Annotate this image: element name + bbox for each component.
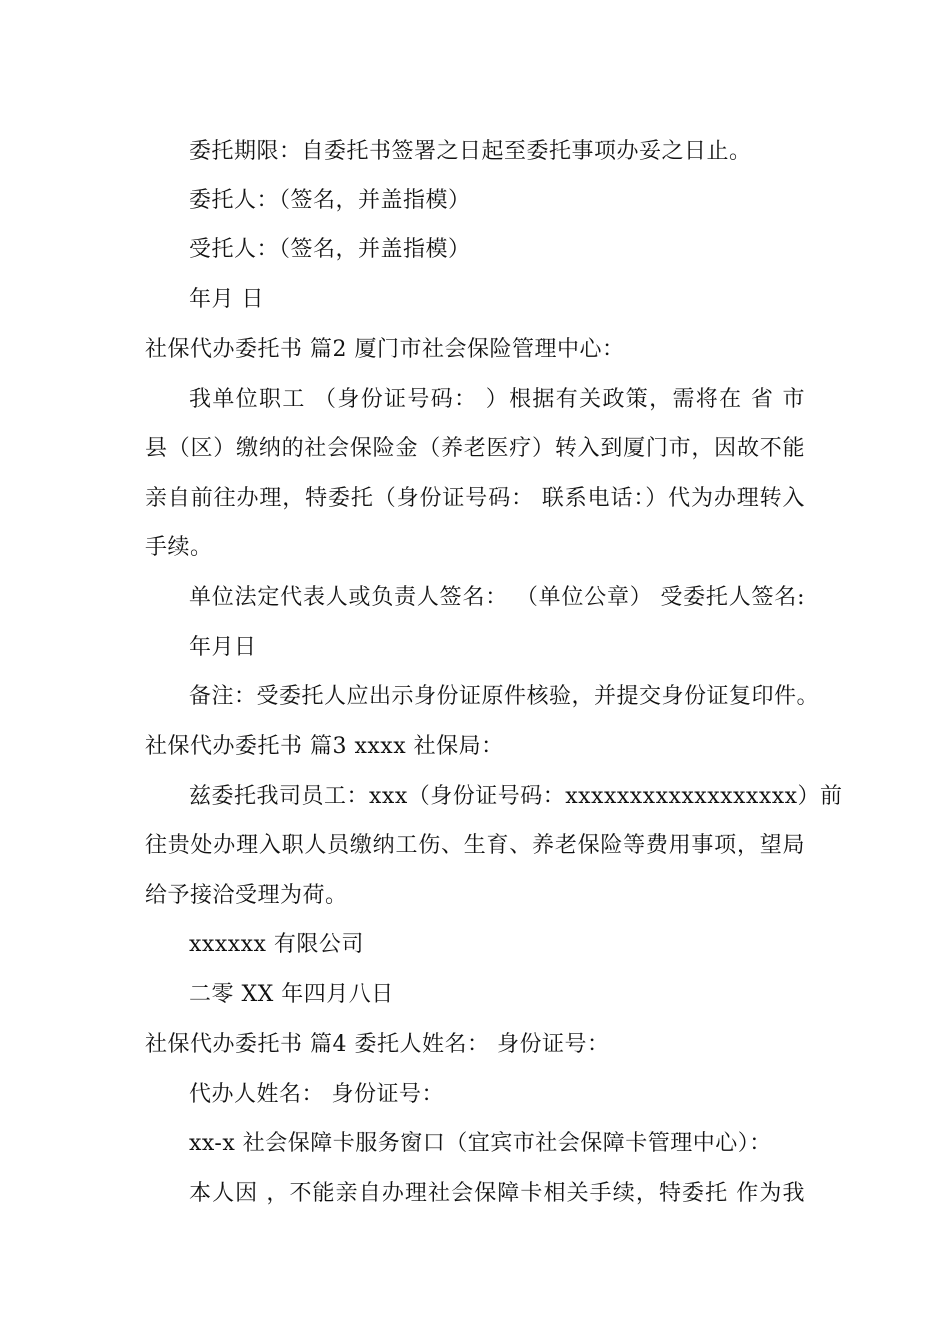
body-text-line: 亲自前往办理，特委托（身份证号码： 联系电话：）代为办理转入 (145, 486, 805, 511)
remark-line: 备注：受委托人应出示身份证原件核验，并提交身份证复印件。 (189, 684, 820, 709)
body-text-line: 县（区）缴纳的社会保险金（养老医疗）转入到厦门市，因故不能 (145, 436, 805, 461)
body-text-line: 给予接洽受理为荷。 (145, 883, 348, 908)
body-text-line: 往贵处办理入职人员缴纳工伤、生育、养老保险等费用事项，望局 (145, 833, 805, 858)
body-text-line: 我单位职工 （身份证号码： ）根据有关政策，需将在 省 市 (189, 387, 805, 412)
company-name-line: xxxxxx 有限公司 (189, 932, 364, 957)
signature-fields-line: 单位法定代表人或负责人签名： （单位公章） 受委托人签名: (189, 585, 805, 610)
body-text-line: 手续。 (145, 535, 213, 560)
agent-signature-line: 受托人：（签名，并盖指模） (189, 237, 471, 262)
section-heading-4: 社保代办委托书 篇4 委托人姓名： 身份证号： (145, 1032, 610, 1057)
principal-signature-line: 委托人：（签名，并盖指模） (189, 188, 471, 213)
entrust-period-line: 委托期限：自委托书签署之日起至委托事项办妥之日止。 (189, 139, 752, 164)
addressee-line: xx-x 社会保障卡服务窗口（宜宾市社会保障卡管理中心）： (189, 1131, 772, 1156)
section-heading-2: 社保代办委托书 篇2 厦门市社会保险管理中心： (145, 337, 625, 362)
section-heading-3: 社保代办委托书 篇3 xxxx 社保局： (145, 734, 504, 759)
body-text-line: 兹委托我司员工：xxx（身份证号码：xxxxxxxxxxxxxxxxxx）前 (189, 784, 843, 809)
date-line: 年月 日 (189, 287, 264, 312)
body-text-line: 本人因 ，不能亲自办理社会保障卡相关手续，特委托 作为我 (189, 1181, 805, 1206)
agent-info-line: 代办人姓名： 身份证号： (189, 1082, 444, 1107)
date-line: 二零 XX 年四月八日 (189, 982, 394, 1007)
date-line: 年月日 (189, 635, 257, 660)
